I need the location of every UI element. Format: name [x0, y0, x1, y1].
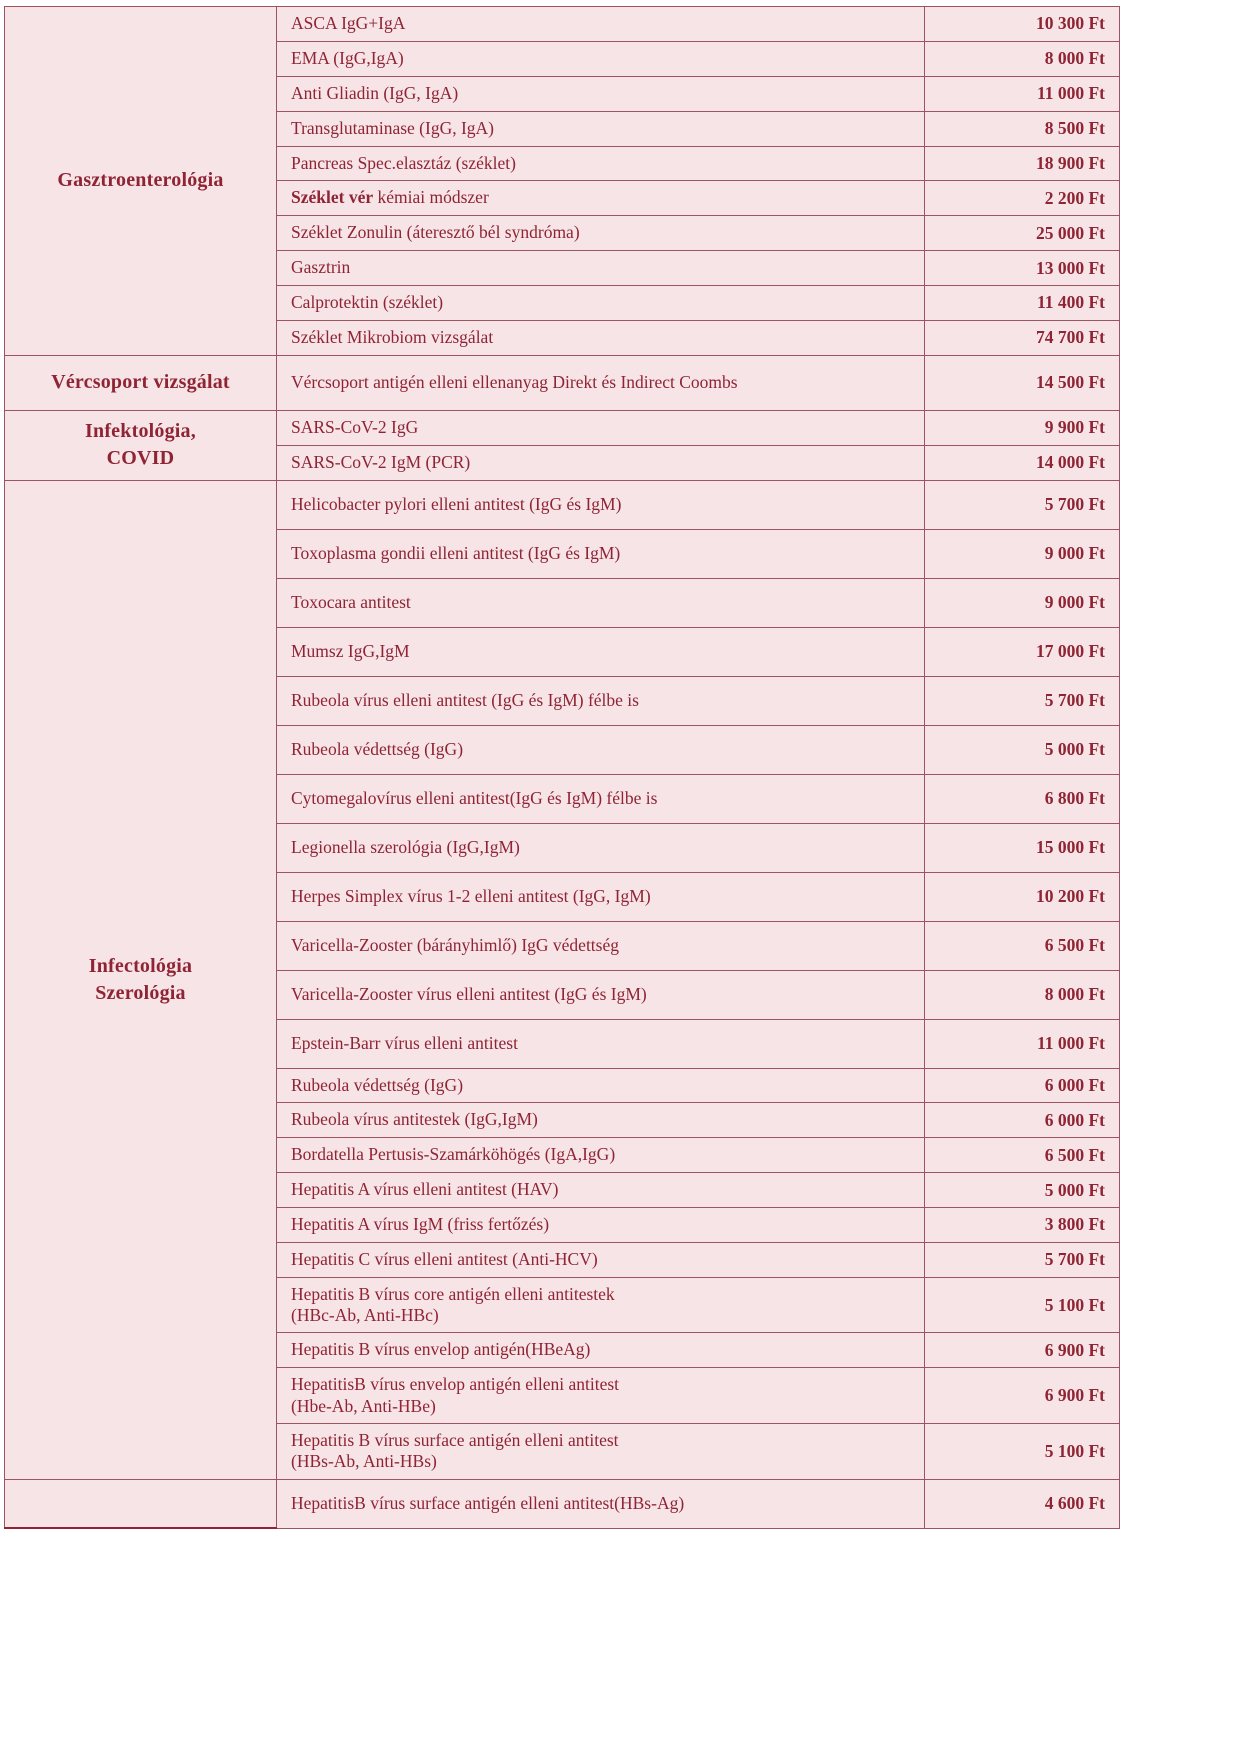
- test-price: 6 000 Ft: [925, 1103, 1120, 1138]
- table-row: [5, 7, 1120, 42]
- test-name: [277, 181, 925, 216]
- test-name: Hepatitis A vírus IgM (friss fertőzés): [277, 1208, 925, 1243]
- test-price: 11 000 Ft: [925, 1019, 1120, 1068]
- test-price: 5 700 Ft: [925, 676, 1120, 725]
- test-name: Széklet Mikrobiom vizsgálat: [277, 320, 925, 355]
- group-label-spacer: [5, 1479, 277, 1528]
- group-label-vercsoport-vizsgalat: Vércsoport vizsgálat: [5, 355, 277, 410]
- test-name: Vércsoport antigén elleni ellenanyag Direkt és Indirect Coombs: [277, 355, 925, 410]
- test-price: 9 900 Ft: [925, 410, 1120, 445]
- test-name: Rubeola védettség (IgG): [277, 725, 925, 774]
- test-name: Legionella szerológia (IgG,IgM): [277, 823, 925, 872]
- test-name: Hepatitis A vírus elleni antitest (HAV): [277, 1173, 925, 1208]
- test-name: Transglutaminase (IgG, IgA): [277, 111, 925, 146]
- test-name: Széklet Zonulin (áteresztő bél syndróma): [277, 216, 925, 251]
- test-name: Rubeola védettség (IgG): [277, 1068, 925, 1103]
- test-price: 6 500 Ft: [925, 1138, 1120, 1173]
- test-price: 5 100 Ft: [925, 1277, 1120, 1333]
- test-price: 6 900 Ft: [925, 1333, 1120, 1368]
- test-name: Hepatitis B vírus envelop antigén(HBeAg): [277, 1333, 925, 1368]
- test-name: [277, 1368, 925, 1424]
- test-name: SARS-CoV-2 IgM (PCR): [277, 445, 925, 480]
- test-price: 8 500 Ft: [925, 111, 1120, 146]
- test-price: 10 200 Ft: [925, 872, 1120, 921]
- test-name: ASCA IgG+IgA: [277, 7, 925, 42]
- table-row: [5, 480, 1120, 529]
- group-label-line2: Szerológia: [95, 981, 186, 1004]
- test-name-line2: (HBs-Ab, Anti-HBs): [291, 1451, 437, 1472]
- test-price: 6 000 Ft: [925, 1068, 1120, 1103]
- test-name: Pancreas Spec.elasztáz (széklet): [277, 146, 925, 181]
- test-price: 14 500 Ft: [925, 355, 1120, 410]
- test-price: 5 000 Ft: [925, 1173, 1120, 1208]
- test-price: 15 000 Ft: [925, 823, 1120, 872]
- test-price: 5 700 Ft: [925, 1242, 1120, 1277]
- test-name: Toxocara antitest: [277, 578, 925, 627]
- test-price: 25 000 Ft: [925, 216, 1120, 251]
- test-name: Rubeola vírus elleni antitest (IgG és IgM) félbe is: [277, 676, 925, 725]
- test-price: 10 300 Ft: [925, 7, 1120, 42]
- test-price: 5 000 Ft: [925, 725, 1120, 774]
- test-name-line2: (HBc-Ab, Anti-HBc): [291, 1305, 439, 1326]
- test-price: 9 000 Ft: [925, 578, 1120, 627]
- test-price: 5 700 Ft: [925, 480, 1120, 529]
- test-name-line1: Hepatitis B vírus core antigén elleni antitestek: [291, 1283, 615, 1304]
- test-name: [277, 1424, 925, 1480]
- price-table: [4, 6, 1120, 1529]
- test-price: 18 900 Ft: [925, 146, 1120, 181]
- test-name: Rubeola vírus antitestek (IgG,IgM): [277, 1103, 925, 1138]
- table-row: [5, 410, 1120, 445]
- test-price: 6 500 Ft: [925, 921, 1120, 970]
- test-name: Toxoplasma gondii elleni antitest (IgG és IgM): [277, 529, 925, 578]
- group-label-infectologia-szerologia: [5, 480, 277, 1479]
- test-price: 8 000 Ft: [925, 41, 1120, 76]
- test-name-line1: Hepatitis B vírus surface antigén elleni antitest: [291, 1430, 619, 1450]
- test-name: Varicella-Zooster (bárányhimlő) IgG védettség: [277, 921, 925, 970]
- test-price: 2 200 Ft: [925, 181, 1120, 216]
- test-name: HepatitisB vírus surface antigén elleni antitest(HBs-Ag): [277, 1479, 925, 1528]
- test-price: 3 800 Ft: [925, 1208, 1120, 1243]
- test-name-line2: (Hbe-Ab, Anti-HBe): [291, 1395, 436, 1416]
- test-price: 4 600 Ft: [925, 1479, 1120, 1528]
- group-label-line1: Infectológia: [88, 954, 193, 977]
- group-label-gasztroenterologia: Gasztroenterológia: [5, 7, 277, 356]
- test-price: 11 400 Ft: [925, 286, 1120, 321]
- test-price: 6 900 Ft: [925, 1368, 1120, 1424]
- test-price: 74 700 Ft: [925, 320, 1120, 355]
- test-name: EMA (IgG,IgA): [277, 41, 925, 76]
- test-name-bold-part: Széklet vér: [291, 187, 374, 208]
- test-name: SARS-CoV-2 IgG: [277, 410, 925, 445]
- test-name: [277, 1277, 925, 1333]
- test-name: Gasztrin: [277, 251, 925, 286]
- test-price: 5 100 Ft: [925, 1424, 1120, 1480]
- test-name: Bordatella Pertusis-Szamárköhögés (IgA,IgG): [277, 1138, 925, 1173]
- test-price: 6 800 Ft: [925, 774, 1120, 823]
- test-name-rest: kémiai módszer: [373, 187, 489, 208]
- test-name: Cytomegalovírus elleni antitest(IgG és IgM) félbe is: [277, 774, 925, 823]
- test-name: Anti Gliadin (IgG, IgA): [277, 76, 925, 111]
- test-name: Hepatitis C vírus elleni antitest (Anti-HCV): [277, 1242, 925, 1277]
- test-name: Epstein-Barr vírus elleni antitest: [277, 1019, 925, 1068]
- group-label-infektologia-covid: [5, 410, 277, 480]
- test-price: 13 000 Ft: [925, 251, 1120, 286]
- test-name: Mumsz IgG,IgM: [277, 627, 925, 676]
- test-price: 17 000 Ft: [925, 627, 1120, 676]
- test-name: Varicella-Zooster vírus elleni antitest (IgG és IgM): [277, 970, 925, 1019]
- table-row: [5, 355, 1120, 410]
- test-price: 14 000 Ft: [925, 445, 1120, 480]
- test-price: 11 000 Ft: [925, 76, 1120, 111]
- test-name: Helicobacter pylori elleni antitest (IgG és IgM): [277, 480, 925, 529]
- test-name-line1: HepatitisB vírus envelop antigén elleni antitest: [291, 1374, 620, 1395]
- table-row: [5, 1479, 1120, 1528]
- group-label-line1: Infektológia,: [85, 420, 196, 443]
- test-name: Calprotektin (széklet): [277, 286, 925, 321]
- test-name: Herpes Simplex vírus 1-2 elleni antitest (IgG, IgM): [277, 872, 925, 921]
- test-price: 9 000 Ft: [925, 529, 1120, 578]
- test-price: 8 000 Ft: [925, 970, 1120, 1019]
- group-label-line2: COVID: [106, 447, 175, 470]
